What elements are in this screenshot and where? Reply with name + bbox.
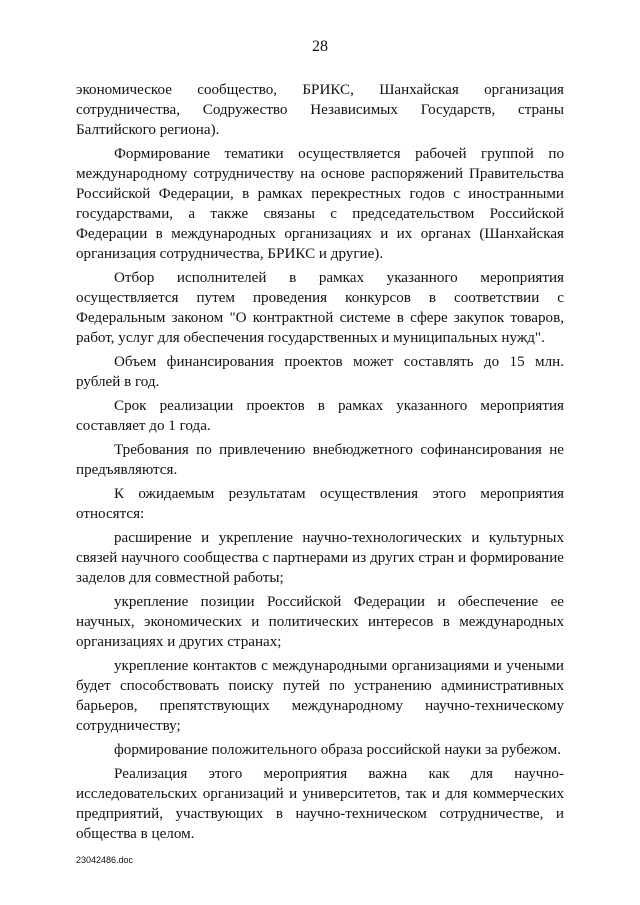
paragraph-continuation: экономическое сообщество, БРИКС, Шанхайская организация сотрудничества, Содружество Независимых Государств, страны Балтийского региона). (76, 82, 564, 138)
paragraph-selection: Отбор исполнителей в рамках указанного мероприятия осуществляется путем проведения конкурсов в соответствии с Федеральным законом "О контрактной системе в сфере закупок товаров, работ, услуг для обеспечения государственных и муниципальных нужд". (76, 270, 564, 346)
paragraph-topics: Формирование тематики осуществляется рабочей группой по международному сотрудничеству на основе распоряжений Правительства Российской Федерации, в рамках перекрестных годов с иностранными государствами, а также связаны с председательством Российской Федерации в международных организациях и их органах (Шанхайская организация сотрудничества, БРИКС и другие). (76, 146, 564, 262)
paragraph-expected-results: К ожидаемым результатам осуществления этого мероприятия относятся: (76, 486, 564, 522)
paragraph-cofinancing: Требования по привлечению внебюджетного софинансирования не предъявляются. (76, 442, 564, 478)
list-item-result-3: укрепление контактов с международными организациями и учеными будет способствовать поиску путей по устранению административных барьеров, препятствующих международному научно-техническому сотрудничеству; (76, 658, 564, 734)
file-name-footer: 23042486.doc (76, 855, 134, 865)
list-item-result-1: расширение и укрепление научно-технологических и культурных связей научного сообщества с партнерами из других стран и формирование заделов для совместной работы; (76, 530, 564, 586)
paragraph-conclusion: Реализация этого мероприятия важна как для научно-исследовательских организаций и университетов, так и для коммерческих предприятий, участвующих в научно-техническом сотрудничестве, и общества в целом. (76, 766, 564, 842)
paragraph-term: Срок реализации проектов в рамках указанного мероприятия составляет до 1 года. (76, 398, 564, 434)
page-number: 28 (312, 38, 328, 55)
paragraph-funding: Объем финансирования проектов может составлять до 15 млн. рублей в год. (76, 354, 564, 390)
list-item-result-2: укрепление позиции Российской Федерации и обеспечение ее научных, экономических и политических интересов в международных организациях и других странах; (76, 594, 564, 650)
list-item-result-4: формирование положительного образа российской науки за рубежом. (114, 742, 562, 758)
document-body (76, 80, 564, 848)
